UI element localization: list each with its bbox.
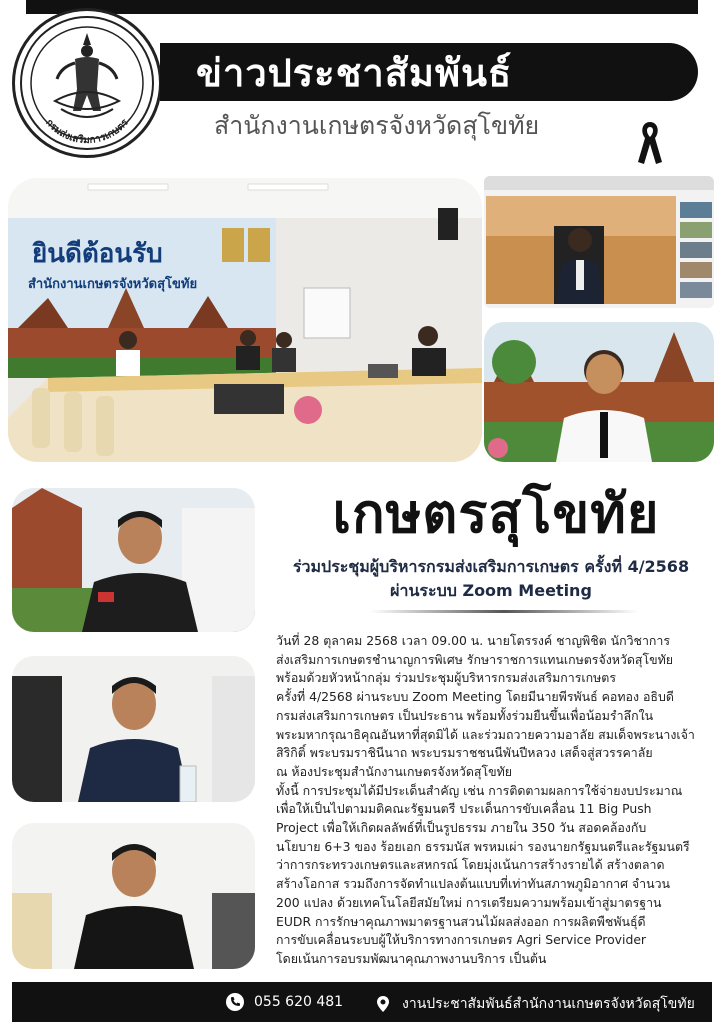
body-line: เพื่อให้เป็นไปตามมติคณะรัฐมนตรี ประเด็นการขับเคลื่อน 11 Big Push bbox=[276, 801, 652, 817]
body-line: ณ ห้องประชุมสำนักงานเกษตรจังหวัดสุโขทัย bbox=[276, 763, 513, 779]
attendee-photo-3 bbox=[12, 823, 255, 969]
body-line: กรมส่งเสริมการเกษตร เป็นประธาน พร้อมทั้งร่วมยืนขึ้นเพื่อน้อมรำลึกใน bbox=[276, 707, 654, 723]
page-name: งานประชาสัมพันธ์สำนักงานเกษตรจังหวัดสุโขทัย bbox=[402, 996, 695, 1012]
body-line: Project เพื่อให้เกิดผลลัพธ์ที่เป็นรูปธรรม ภายใน 350 วัน สอดคล้องกับ bbox=[276, 820, 647, 836]
body-line: วันที่ 28 ตุลาคม 2568 เวลา 09.00 น. นายโตรรงค์ ชาญพิชิต นักวิชาการ bbox=[276, 633, 671, 648]
footer-facebook-page[interactable] bbox=[374, 993, 695, 1015]
body-line: ว่าการกระทรวงเกษตรและสหกรณ์ โดยมุ่งเน้นการสร้างรายได้ สร้างตลาด bbox=[276, 857, 665, 873]
divider bbox=[370, 610, 638, 613]
phone-number: 055 620 481 bbox=[254, 994, 344, 1010]
attendee-photo-1 bbox=[12, 488, 255, 632]
welcome-banner-title: ยินดีต้อนรับ bbox=[32, 239, 163, 269]
body-line: EUDR การรักษาคุณภาพมาตรฐานสวนไม้ผลส่งออก การผลิตพืชพันธุ์ดี bbox=[276, 913, 646, 929]
body-line: ส่งเสริมการเกษตรชำนาญการพิเศษ รักษาราชการแทนเกษตรจังหวัดสุโขทัย bbox=[276, 651, 674, 667]
body-line: พร้อมด้วยหัวหน้ากลุ่ม ร่วมประชุมผู้บริหารกรมส่งเสริมการเกษตร bbox=[276, 670, 616, 686]
department-emblem bbox=[12, 8, 162, 158]
body-line: ครั้งที่ 4/2568 ผ่านระบบ Zoom Meeting โดยมีนายพีรพันธ์ คอทอง อธิบดี bbox=[276, 689, 674, 705]
body-line: สร้างโอกาส รวมถึงการจัดทำแปลงต้นแบบที่เท่าทันสภาพภูมิอากาศ จำนวน bbox=[276, 876, 671, 892]
article-subheadline-2: ผ่านระบบ Zoom Meeting bbox=[390, 581, 592, 600]
footer-phone[interactable] bbox=[226, 993, 343, 1011]
title-banner bbox=[160, 43, 698, 101]
body-line: นโยบาย 6+3 ของ ร้อยเอก ธรรมนัส พรหมเผ่า รองนายกรัฐมนตรีและรัฐมนตรี bbox=[276, 838, 690, 854]
body-line: 200 แปลง ด้วยเทคโนโลยีสมัยใหม่ การเตรียมความพร้อมเข้าสู่มาตรฐาน bbox=[276, 894, 662, 910]
meeting-room-photo bbox=[8, 178, 482, 462]
location-pin-icon bbox=[374, 995, 392, 1013]
article-headline: เกษตรสุโขทัย bbox=[332, 482, 660, 545]
body-line: พระมหากรุณาธิคุณอันหาที่สุดมิได้ และร่วมถวายความอาลัย สมเด็จพระนางเจ้า bbox=[276, 726, 695, 742]
body-line: สิริกิติ์ พระบรมราชินีนาถ พระบรมราชชนนีพันปีหลวง เสด็จสู่สวรรคาลัย bbox=[276, 745, 653, 761]
body-line: การขับเคลื่อนระบบผู้ให้บริการทางการเกษตร Agri Service Provider bbox=[276, 932, 647, 948]
article-body bbox=[276, 632, 716, 969]
body-line: โดยเน้นการอบรมพัฒนาคุณภาพงานบริการ เป็นต้น bbox=[276, 950, 547, 966]
top-bar bbox=[26, 0, 698, 14]
office-subtitle: สำนักงานเกษตรจังหวัดสุโขทัย bbox=[214, 111, 540, 140]
welcome-banner-subtitle: สำนักงานเกษตรจังหวัดสุโขทัย bbox=[28, 277, 198, 292]
article-subheadline-1: ร่วมประชุมผู้บริหารกรมส่งเสริมการเกษตร ครั้งที่ 4/2568 bbox=[292, 557, 690, 576]
official-portrait-photo bbox=[484, 322, 714, 462]
emblem-logo bbox=[17, 13, 157, 153]
page-title: ข่าวประชาสัมพันธ์ bbox=[196, 50, 513, 95]
svg-text:กรมส่งเสริมการเกษตร: กรมส่งเสริมการเกษตร bbox=[43, 117, 131, 147]
body-line: ทั้งนี้ การประชุมได้มีประเด็นสำคัญ เช่น การติดตามผลการใช้จ่ายงบประมาณ bbox=[276, 782, 683, 798]
footer-bar bbox=[12, 982, 712, 1022]
mourning-ribbon-icon bbox=[636, 118, 664, 166]
attendee-photo-2 bbox=[12, 656, 255, 802]
phone-icon bbox=[226, 993, 244, 1011]
zoom-screen-photo bbox=[484, 176, 714, 308]
